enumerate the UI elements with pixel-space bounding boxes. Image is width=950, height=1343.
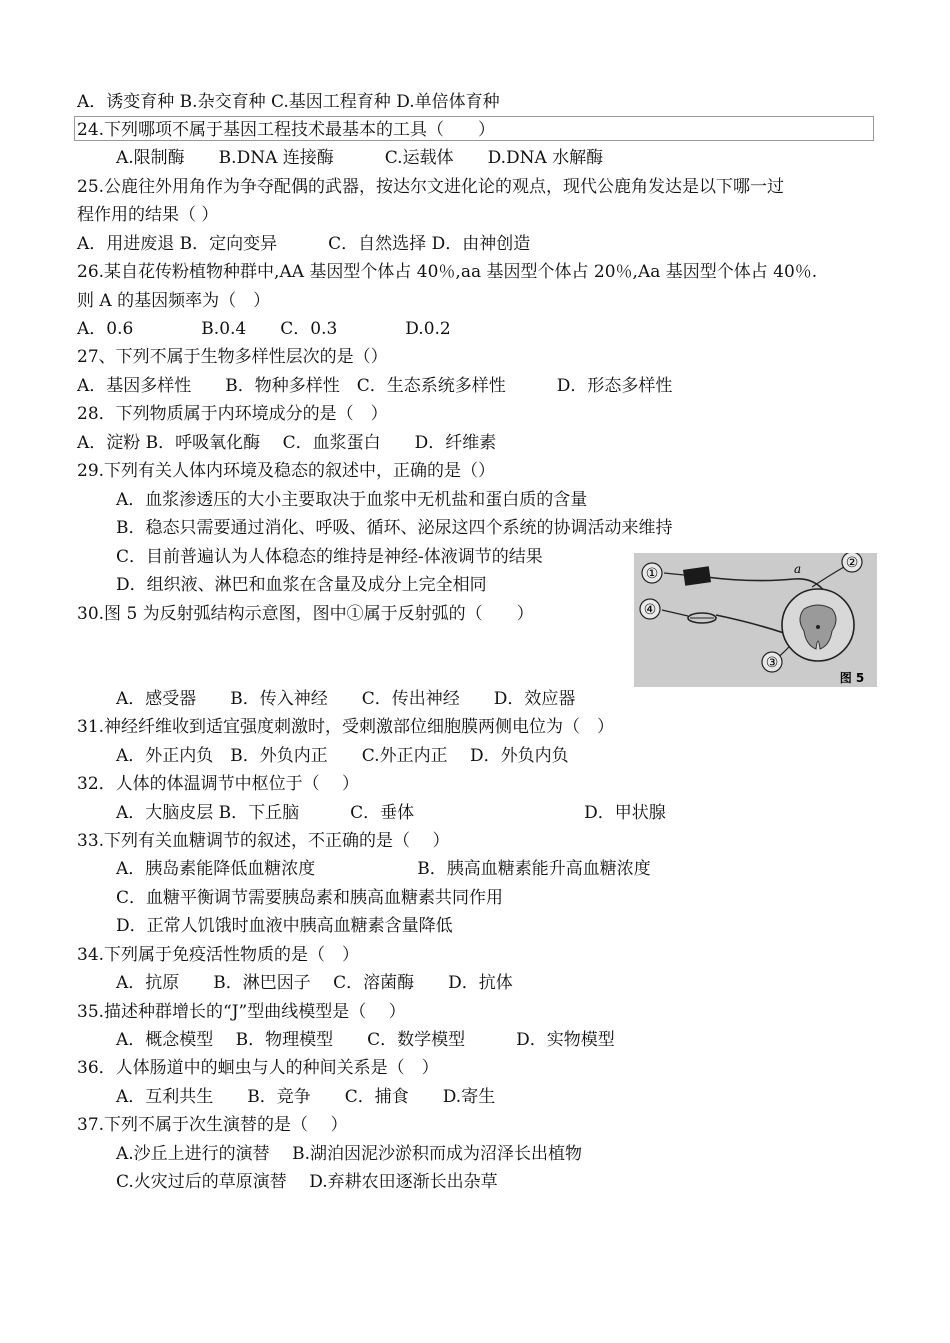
q27-options: A．基因多样性 B．物种多样性 C．生态系统多样性 D．形态多样性 [77, 376, 673, 396]
q36-options: A．互利共生 B．竞争 C．捕食 D.寄生 [116, 1087, 496, 1107]
q33-stem: 33.下列有关血糖调节的叙述，不正确的是（ ） [77, 831, 450, 851]
q33-option-c: C．血糖平衡调节需要胰岛素和胰高血糖素共同作用 [116, 888, 504, 908]
q29-option-b: B．稳态只需要通过消化、呼吸、循环、泌尿这四个系统的协调活动来维持 [116, 518, 673, 538]
q32-options: A．大脑皮层 B．下丘脑 C．垂体 D．甲状腺 [116, 803, 666, 823]
q29-option-a: A．血浆渗透压的大小主要取决于血浆中无机盐和蛋白质的含量 [116, 490, 588, 510]
q37-options-cd: C.火灾过后的草原演替 D.弃耕农田逐渐长出杂草 [116, 1172, 498, 1192]
q30-options: A．感受器 B．传入神经 C．传出神经 D．效应器 [116, 689, 576, 709]
q37-stem: 37.下列不属于次生演替的是（ ） [77, 1115, 348, 1135]
label-2: ② [845, 555, 859, 571]
q33-options-ab: A．胰岛素能降低血糖浓度 B．胰高血糖素能升高血糖浓度 [116, 859, 651, 879]
q25-stem-cont: 程作用的结果（ ） [77, 205, 219, 225]
q23-options: A．诱变育种 B.杂交育种 C.基因工程育种 D.单倍体育种 [77, 92, 500, 112]
q24-options: A.限制酶 B.DNA 连接酶 C.运载体 D.DNA 水解酶 [116, 148, 604, 168]
q29-option-d: D．组织液、淋巴和血浆在含量及成分上完全相同 [116, 575, 487, 595]
reflex-arc-figure [634, 553, 877, 687]
q31-stem: 31.神经纤维收到适宜强度刺激时，受刺激部位细胞膜两侧电位为（ ） [77, 717, 615, 737]
reflex-arc-diagram [634, 553, 877, 687]
q33-option-d: D．正常人饥饿时血液中胰高血糖素含量降低 [116, 916, 453, 936]
q30-stem: 30.图 5 为反射弧结构示意图，图中①属于反射弧的（ ） [77, 604, 534, 624]
q26-stem-cont: 则 A 的基因频率为（ ） [77, 291, 271, 311]
q24-stem: 24.下列哪项不属于基因工程技术最基本的工具（ ） [77, 120, 496, 140]
q25-stem: 25.公鹿往外用角作为争夺配偶的武器，按达尔文进化论的观点，现代公鹿角发达是以下哪一过 [77, 177, 785, 197]
label-3: ③ [765, 655, 779, 671]
q35-stem: 35.描述种群增长的“J”型曲线模型是（ ） [77, 1002, 406, 1022]
label-a: a [794, 562, 802, 576]
q28-options: A．淀粉 B．呼吸氧化酶 C．血浆蛋白 D．纤维素 [77, 433, 497, 453]
q26-stem: 26.某自花传粉植物种群中,AA 基因型个体占 40％,aa 基因型个体占 20％,Aa 基因型个体占 40％. [77, 262, 818, 282]
q27-stem: 27、下列不属于生物多样性层次的是（） [77, 347, 388, 367]
q34-options: A．抗原 B．淋巴因子 C．溶菌酶 D．抗体 [116, 973, 513, 993]
q32-stem: 32．人体的体温调节中枢位于（ ） [77, 774, 360, 794]
q29-option-c: C．目前普遍认为人体稳态的维持是神经-体液调节的结果 [116, 547, 543, 567]
q25-options: A．用进废退 B．定向变异 C．自然选择 D．由神创造 [77, 234, 531, 254]
q26-options: A．0.6 B.0.4 C．0.3 D.0.2 [77, 319, 451, 339]
label-1: ① [645, 566, 659, 582]
figure-caption: 图 5 [839, 671, 865, 685]
q29-stem: 29.下列有关人体内环境及稳态的叙述中，正确的是（） [77, 461, 496, 481]
q37-options-ab: A.沙丘上进行的演替 B.湖泊因泥沙淤积而成为沼泽长出植物 [116, 1144, 582, 1164]
q36-stem: 36．人体肠道中的蛔虫与人的种间关系是（ ） [77, 1058, 439, 1078]
label-4: ④ [643, 602, 657, 618]
q28-stem: 28．下列物质属于内环境成分的是（ ） [77, 404, 388, 424]
q31-options: A．外正内负 B．外负内正 C.外正内正 D．外负内负 [116, 746, 569, 766]
q35-options: A．概念模型 B．物理模型 C．数学模型 D．实物模型 [116, 1030, 615, 1050]
q34-stem: 34.下列属于免疫活性物质的是（ ） [77, 945, 360, 965]
